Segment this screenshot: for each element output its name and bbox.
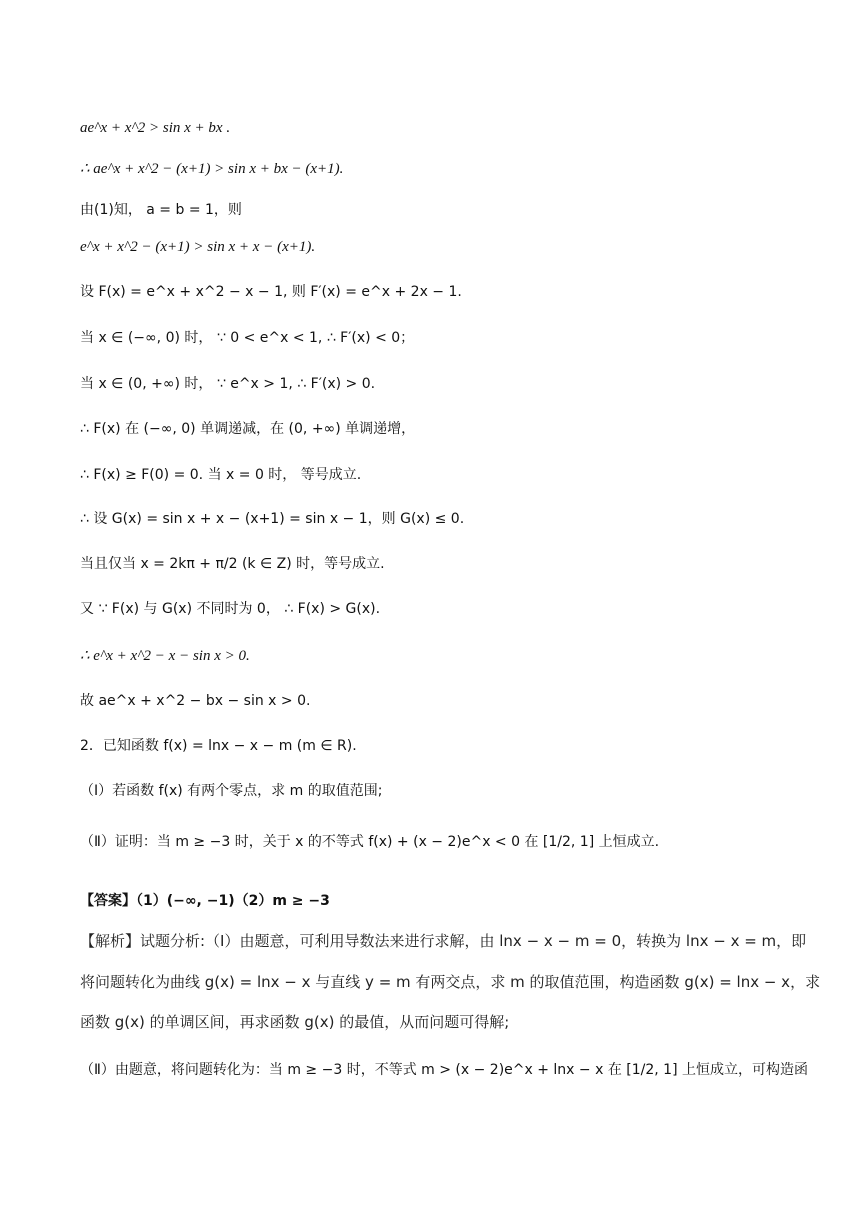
analysis-line: 函数 g(x) 的单调区间，再求函数 g(x) 的最值，从而问题可得解; bbox=[80, 1013, 510, 1031]
problem-part-1: （Ⅰ）若函数 f(x) 有两个零点，求 m 的取值范围; bbox=[80, 783, 383, 799]
analysis-line: 将问题转化为曲线 g(x) = lnx − x 与直线 y = m 有两交点，求 m 的取值范围，构造函数 g(x) = lnx − x，求 bbox=[80, 973, 821, 991]
text-line: 又 ∵ F(x) 与 G(x) 不同时为 0， ∴ F(x) > G(x). bbox=[80, 601, 381, 617]
text-line: ∴ F(x) 在 (−∞, 0) 单调递减，在 (0, +∞) 单调递增， bbox=[80, 421, 416, 437]
text-line: ∴ F(x) ≥ F(0) = 0. 当 x = 0 时， 等号成立. bbox=[80, 467, 362, 483]
text-line: ae^x + x^2 > sin x + bx . bbox=[80, 120, 231, 136]
text-line: 当 x ∈ (0, +∞) 时， ∵ e^x > 1, ∴ F′(x) > 0. bbox=[80, 376, 376, 392]
analysis-line: 【解析】试题分析:（Ⅰ）由题意，可利用导数法来进行求解，由 lnx − x − m = 0，转换为 lnx − x = m，即 bbox=[80, 932, 807, 950]
text-line: 设 F(x) = e^x + x^2 − x − 1, 则 F′(x) = e^x + 2x − 1. bbox=[80, 284, 462, 300]
answer-line: 【答案】（1）(−∞, −1)（2）m ≥ −3 bbox=[80, 893, 330, 909]
analysis-line: （Ⅱ）由题意，将问题转化为：当 m ≥ −3 时，不等式 m > (x − 2)e^x + lnx − x 在 [1/2, 1] 上恒成立，可构造函 bbox=[80, 1062, 808, 1078]
text-line: 故 ae^x + x^2 − bx − sin x > 0. bbox=[80, 693, 311, 709]
text-line: e^x + x^2 − (x+1) > sin x + x − (x+1). bbox=[80, 239, 316, 255]
text-line: 由(1)知， a = b = 1，则 bbox=[80, 202, 242, 218]
text-line: ∴ ae^x + x^2 − (x+1) > sin x + bx − (x+1). bbox=[80, 161, 344, 177]
text-line: 当 x ∈ (−∞, 0) 时， ∵ 0 < e^x < 1, ∴ F′(x) < 0； bbox=[80, 330, 415, 346]
text-line: ∴ 设 G(x) = sin x + x − (x+1) = sin x − 1，则 G(x) ≤ 0. bbox=[80, 511, 465, 527]
text-line: 当且仅当 x = 2kπ + π/2 (k ∈ Z) 时，等号成立. bbox=[80, 556, 385, 572]
problem-part-2: （Ⅱ）证明：当 m ≥ −3 时，关于 x 的不等式 f(x) + (x − 2)e^x < 0 在 [1/2, 1] 上恒成立. bbox=[80, 834, 660, 850]
text-line: ∴ e^x + x^2 − x − sin x > 0. bbox=[80, 648, 250, 664]
problem-statement: 2．已知函数 f(x) = lnx − x − m (m ∈ R). bbox=[80, 738, 357, 754]
